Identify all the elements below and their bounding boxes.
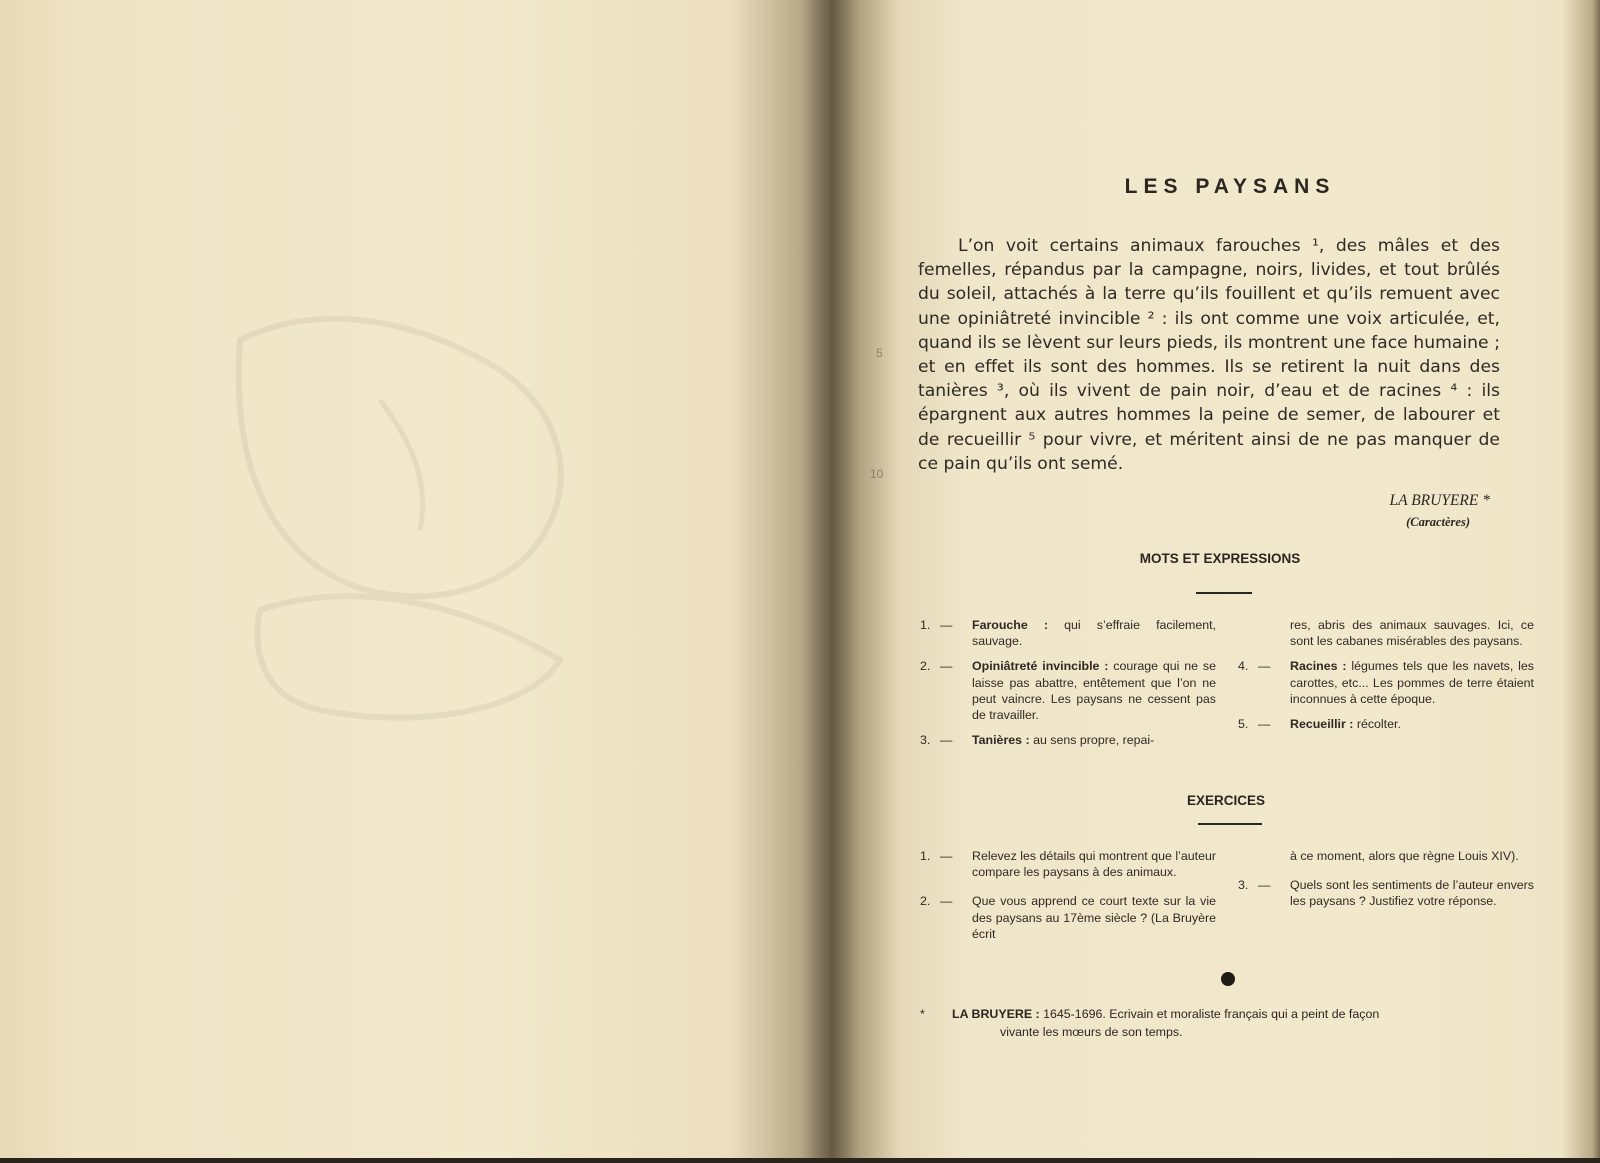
exercise-item-3: [1238, 877, 1534, 909]
separator-bullet-icon: [1221, 972, 1235, 986]
line-number-5: 5: [876, 346, 883, 360]
footnote-line-2: vivante les mœurs de son temps.: [1000, 1025, 1183, 1039]
vocabulary-rule: [1196, 592, 1252, 594]
exercises-heading: EXERCICES: [1186, 793, 1266, 808]
vocab-term: Racines :: [1290, 659, 1347, 674]
vocab-dash: —: [1258, 659, 1271, 674]
author-name: LA BRUYERE *: [1389, 492, 1490, 509]
work-title: (Caractères): [1406, 515, 1470, 529]
footnote-star: *: [920, 1007, 925, 1021]
exercise-num: 2.: [920, 894, 931, 909]
vocab-num: 1.: [920, 618, 931, 632]
right-page: [830, 0, 1600, 1158]
vocab-item-5: [1238, 716, 1534, 732]
vocab-definition: courage qui ne se laisse pas abattre, entêtement que l’on ne peut vaincre. Les paysans ne cessent pas de travailler.: [972, 659, 1216, 723]
exercise-dash: —: [940, 849, 953, 863]
vocab-dash: —: [940, 659, 953, 674]
exercise-item-2-continued: [1238, 848, 1534, 864]
exercise-item-1: [920, 848, 1216, 880]
vocab-definition: récolter.: [1356, 717, 1401, 732]
vocab-continuation: res, abris des animaux sauvages. Ici, ce sont les cabanes misérables des paysans.: [1290, 618, 1534, 649]
vocab-definition: légumes tels que les navets, les carottes, etc... Les pommes de terre étaient inconnues à cette époque.: [1290, 659, 1534, 706]
footnote-text: 1645-1696. Ecrivain et moraliste français qui a peint de façon: [1043, 1007, 1380, 1021]
vocab-term: Recueillir :: [1290, 717, 1354, 732]
vocabulary-column-right: [1238, 617, 1534, 741]
vocab-item-1: [920, 617, 1216, 649]
bleed-through-illustration: [200, 280, 620, 740]
book-gutter: [800, 0, 860, 1158]
main-text: [918, 234, 1500, 476]
vocab-num: 5.: [1238, 717, 1249, 732]
footnote-name: LA BRUYERE :: [952, 1007, 1040, 1021]
exercises-column-right: [1238, 848, 1534, 919]
exercise-item-2: [920, 893, 1216, 942]
page-title: LES PAYSANS: [1124, 175, 1336, 198]
vocab-dash: —: [940, 733, 953, 748]
exercise-text: Que vous apprend ce court texte sur la vie des paysans au 17ème siècle ? (La Bruyère écrit: [972, 894, 1216, 941]
exercise-text: Quels sont les sentiments de l’auteur envers les paysans ? Justifiez votre réponse.: [1290, 878, 1534, 909]
line-number-10: 10: [870, 467, 884, 481]
vocab-num: 3.: [920, 733, 931, 748]
author-footnote: [920, 1005, 1532, 1041]
exercises-rule: [1198, 823, 1262, 825]
vocabulary-column-left: [920, 617, 1216, 757]
footnote-line-1: [920, 1005, 1532, 1023]
vocab-term: Farouche :: [972, 618, 1049, 632]
vocab-definition: au sens propre, repai-: [1033, 733, 1155, 748]
vocab-dash: —: [940, 618, 953, 632]
vocab-item-2: [920, 658, 1216, 723]
exercise-continuation: à ce moment, alors que règne Louis XIV).: [1290, 849, 1519, 863]
exercise-dash: —: [940, 894, 953, 909]
exercise-text: Relevez les détails qui montrent que l’auteur compare les paysans à des animaux.: [972, 849, 1216, 880]
exercises-column-left: [920, 848, 1216, 951]
main-paragraph: L’on voit certains animaux farouches ¹, des mâles et des femelles, répandus par la campagne, noirs, livides, et tout brûlés du soleil, attachés à la terre qu’ils fouillent et qu’ils remuent avec une opiniâtreté invincible ² : ils ont comme une voix articulée, et, quand ils se lèvent sur leurs pieds, ils montrent une face humaine ; et en effet ils sont des hommes. Ils se retirent la nuit dans des tanières ³, où ils vivent de pain noir, d’eau et de racines ⁴ : ils épargnent aux autres hommes la peine de semer, de labourer et de recueillir ⁵ pour vivre, et méritent ainsi de ne pas manquer de ce pain qu’ils ont semé.: [918, 236, 1500, 474]
exercise-num: 1.: [920, 849, 931, 863]
vocab-num: 2.: [920, 659, 931, 674]
exercise-num: 3.: [1238, 878, 1249, 893]
vocab-term: Tanières :: [972, 733, 1030, 748]
vocab-definition: qui s’effraie facilement, sauvage.: [972, 618, 1216, 649]
vocab-item-3-continued: [1238, 617, 1534, 649]
exercise-dash: —: [1258, 878, 1271, 893]
vocab-dash: —: [1258, 717, 1271, 732]
vocabulary-heading: MOTS ET EXPRESSIONS: [1139, 551, 1301, 566]
vocab-term: Opiniâtreté invincible :: [972, 659, 1109, 674]
vocab-item-3: [920, 732, 1216, 748]
vocab-num: 4.: [1238, 659, 1249, 674]
vocab-item-4: [1238, 658, 1534, 707]
